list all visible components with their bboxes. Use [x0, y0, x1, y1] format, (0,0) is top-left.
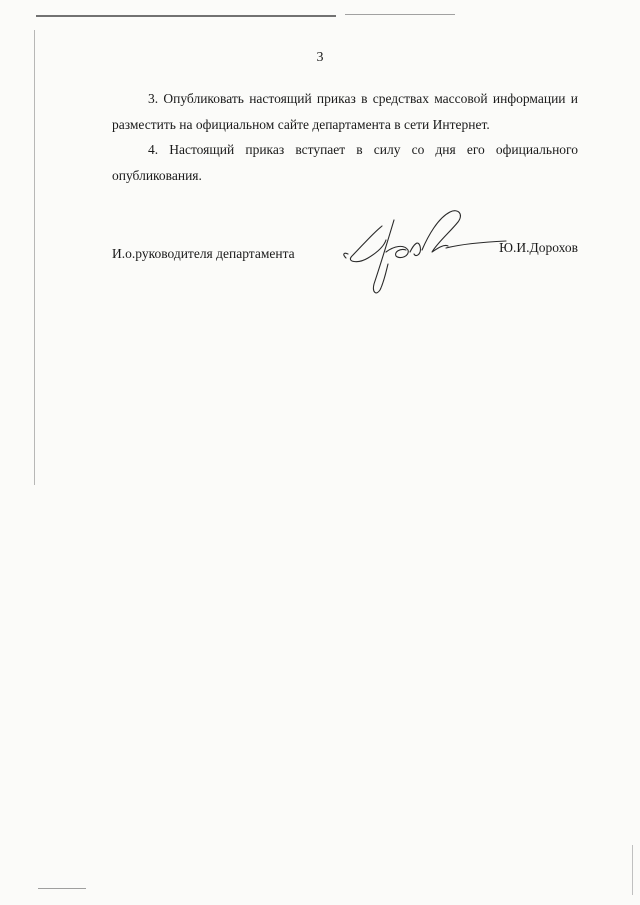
scan-edge-right	[632, 845, 633, 895]
handwritten-signature	[338, 206, 508, 302]
scan-edge-top	[36, 15, 336, 17]
paragraph-4: 4. Настоящий приказ вступает в силу со дня его официального опубликования.	[112, 142, 578, 183]
paragraph-3: 3. Опубликовать настоящий приказ в средствах массовой информации и разместить на официальном сайте департамента в сети Интернет.	[112, 91, 578, 132]
signatory-name: Ю.И.Дорохов	[499, 240, 578, 255]
page-number: 3	[316, 50, 324, 65]
scan-edge-left	[34, 30, 35, 485]
scan-edge-top-segment	[345, 14, 455, 15]
signatory-title: И.о.руководителя департамента	[112, 246, 295, 261]
scan-edge-bottom	[38, 888, 86, 889]
